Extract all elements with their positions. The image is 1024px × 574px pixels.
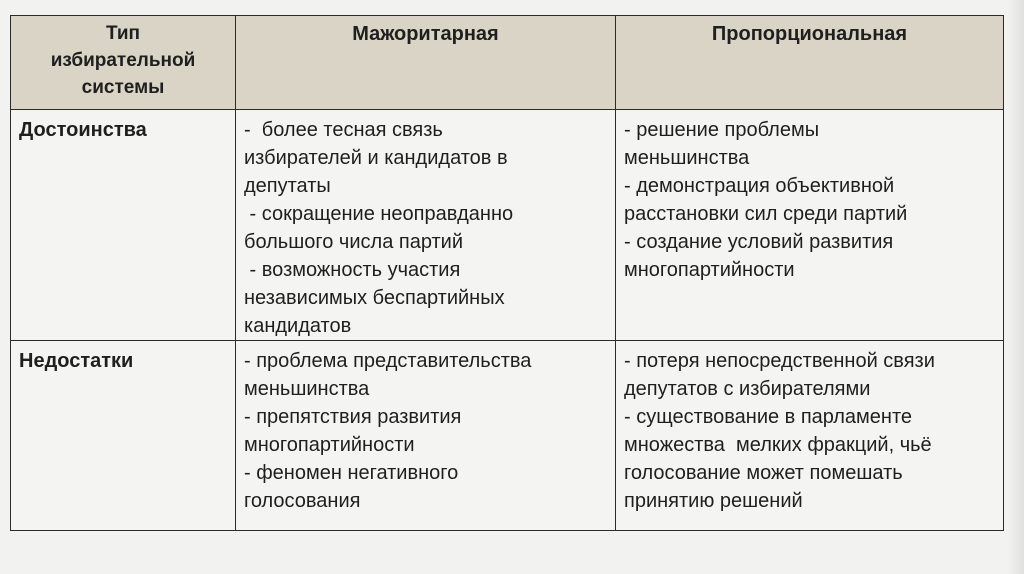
- table-header-row: [11, 16, 1004, 110]
- cell-line: меньшинства: [244, 378, 370, 400]
- cell-line: множества мелких фракций, чьё: [624, 434, 932, 456]
- cell-majoritarian-disadvantages: [236, 341, 616, 531]
- cell-line: большого числа партий: [244, 231, 464, 253]
- cell-proportional-disadvantages: [616, 341, 1004, 531]
- cell-line: многопартийности: [624, 259, 795, 281]
- table-row-disadvantages: [11, 341, 1004, 531]
- header-system-type-line: избирательной: [50, 50, 196, 71]
- table-row-advantages: [11, 110, 1004, 341]
- cell-line: избирателей и кандидатов в: [244, 147, 508, 169]
- cell-line: - создание условий развития: [624, 231, 894, 253]
- header-majoritarian: Мажоритарная: [236, 16, 616, 110]
- cell-line: кандидатов: [244, 315, 352, 337]
- row-label-disadvantages: Недостатки: [11, 341, 236, 531]
- cell-line: расстановки сил среди партий: [624, 203, 908, 225]
- header-system-type-line: системы: [81, 77, 165, 98]
- slide-edge-shadow: [1008, 0, 1024, 574]
- cell-line: независимых беспартийных: [244, 287, 505, 309]
- cell-line: голосование может помешать: [624, 462, 903, 484]
- cell-line: принятию решений: [624, 490, 803, 512]
- cell-line: - сокращение неоправданно: [244, 203, 514, 225]
- header-system-type: [11, 16, 236, 110]
- header-system-type-line: Тип: [105, 23, 141, 44]
- cell-line: - потеря непосредственной связи: [624, 350, 935, 372]
- cell-line: - решение проблемы: [624, 119, 820, 141]
- cell-proportional-advantages: [616, 110, 1004, 341]
- cell-line: меньшинства: [624, 147, 750, 169]
- cell-line: - возможность участия: [244, 259, 461, 281]
- cell-line: - проблема представительства: [244, 350, 532, 372]
- cell-line: - более тесная связь: [244, 119, 443, 141]
- electoral-systems-table: [10, 15, 1004, 531]
- cell-line: - препятствия развития: [244, 406, 462, 428]
- cell-line: многопартийности: [244, 434, 415, 456]
- cell-line: - существование в парламенте: [624, 406, 913, 428]
- cell-line: - демонстрация объективной: [624, 175, 895, 197]
- cell-line: - феномен негативного: [244, 462, 459, 484]
- row-label-advantages: Достоинства: [11, 110, 236, 341]
- cell-line: голосования: [244, 490, 361, 512]
- cell-line: депутаты: [244, 175, 331, 197]
- cell-line: депутатов с избирателями: [624, 378, 871, 400]
- cell-majoritarian-advantages: [236, 110, 616, 341]
- header-proportional: Пропорциональная: [616, 16, 1004, 110]
